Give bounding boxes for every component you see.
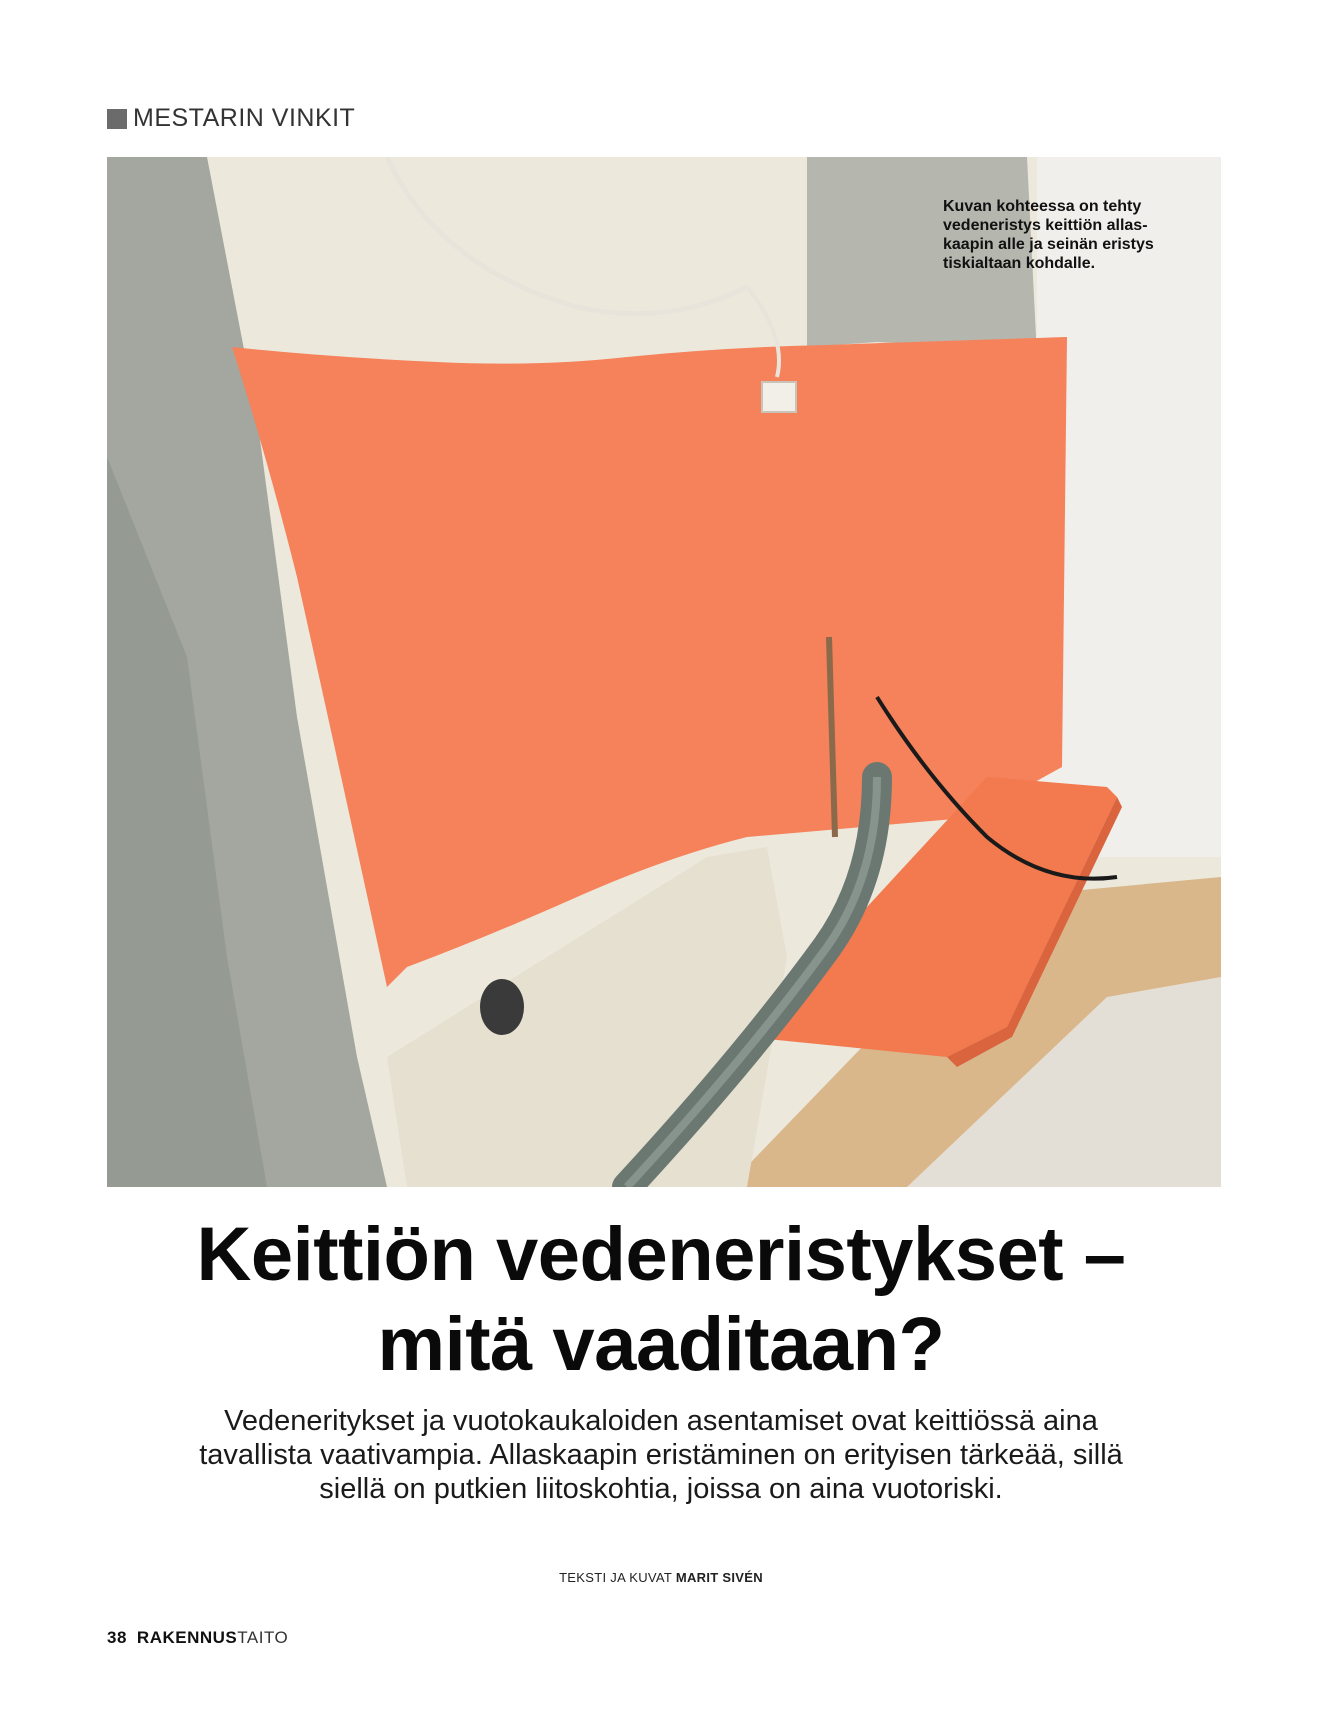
page-number: 38 [107,1628,127,1647]
byline-prefix: TEKSTI JA KUVAT [559,1570,676,1585]
section-tag [107,104,355,133]
article-photo [107,157,1221,1187]
brand-bold: RAKENNUS [136,1628,238,1647]
article-lead: Vedeneritykset ja vuotokaukaloiden asentamiset ovat keittiössä aina tavallista vaativampia. Allaskaapin eristäminen on erityisen tärkeää, sillä siellä on putkien liitoskohtia, joissa on aina vuotoriski. [199,1405,1123,1505]
section-square-icon [107,109,127,129]
kitchen-wall-illustration [107,157,1221,1187]
photo-caption: Kuvan kohteessa on tehty vedeneristys keittiön allas-kaapin alle ja seinän eristys tiskialtaan kohdalle. [943,198,1154,272]
byline-name: MARIT SIVÉN [675,1570,763,1585]
article-headline [0,1210,1322,1390]
headline-line-1: Keittiön vedeneristykset – [196,1212,1126,1297]
page-footer [107,1628,288,1648]
headline-line-2: mitä vaaditaan? [377,1302,945,1387]
byline [0,1570,1322,1585]
section-label: MESTARIN VINKIT [133,104,356,132]
brand-light: TAITO [237,1628,289,1647]
